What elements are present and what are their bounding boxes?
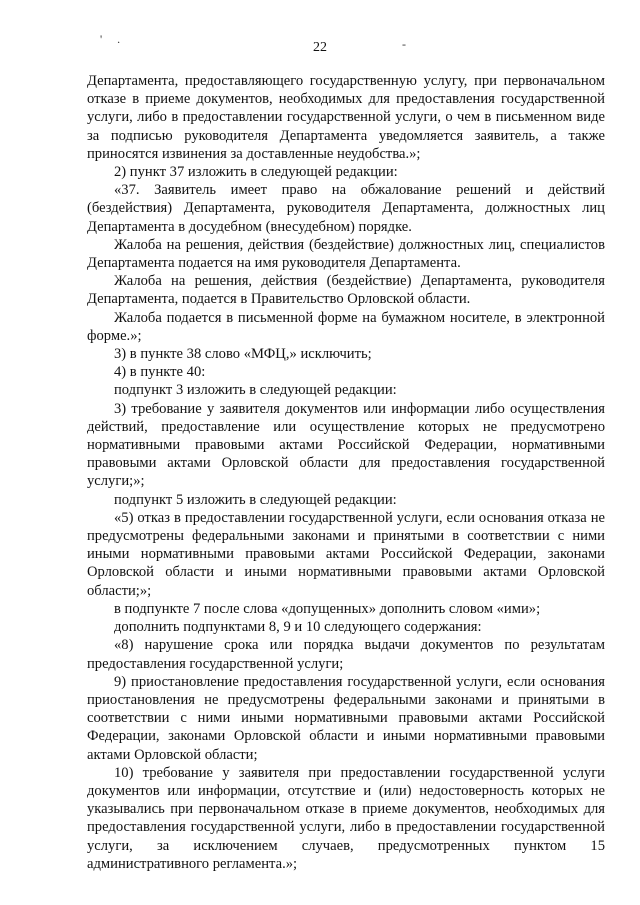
scan-marks: ' .	[100, 32, 127, 46]
paragraph-subitem-10: 10) требование у заявителя при предоставлении государственной услуги документов или информации, отсутствие и (или) недостоверность которых не указывались при первоначальном отказе в приеме документов, необходимых для предоставления государственной услуги, либо в предоставлении государственной услуги, за исключением случаев, предусмотренных пунктом 15 административного регламента.»;	[87, 764, 605, 872]
paragraph-subitem-9: 9) приостановление предоставления государственной услуги, если основания приостановления не предусмотрены федеральными законами и принятыми в соответствии с ними иными нормативными правовыми актами Российской Федерации, законами Орловской области и иными нормативными правовыми актами Орловской области;	[87, 673, 605, 763]
paragraph-subitem-5: «5) отказ в предоставлении государственной услуги, если основания отказа не предусмотрены федеральными законами и принятыми в соответствии с ними иными нормативными правовыми актами Российской Федерации, законами Орловской области и иными нормативными правовыми актами Орловской области;»;	[87, 509, 605, 599]
paragraph-subitem-8: «8) нарушение срока или порядка выдачи документов по результатам предоставления государственной услуги;	[87, 637, 605, 672]
paragraph-complaint-form: Жалоба подается в письменной форме на бумажном носителе, в электронной форме.»;	[87, 309, 605, 344]
paragraph-item-2: 2) пункт 37 изложить в следующей редакции:	[114, 164, 398, 181]
paragraph-complaint-department: Жалоба на решения, действия (бездействие) Департамента, руководителя Департамента, подается в Правительство Орловской области.	[87, 273, 605, 308]
scan-mark: -	[402, 37, 406, 51]
paragraph-subitem-5-intro: подпункт 5 изложить в следующей редакции:	[114, 491, 397, 508]
paragraph-complaint-officials: Жалоба на решения, действия (бездействие) должностных лиц, специалистов Департамента подается на имя руководителя Департамента.	[87, 236, 605, 272]
paragraph-subitem-3: 3) требование у заявителя документов или информации либо осуществления действий, предоставление или осуществление которых не предусмотрено нормативными правовыми актами Российской Федерации, нормативными правовыми актами Орловской области для предоставления государственной услуги;»;	[87, 400, 605, 490]
paragraph-continuation: Департамента, предоставляющего государственную услугу, при первоначальном отказе в приеме документов, необходимых для предоставления государственной услуги, либо в предоставлении государственной услуги, о чем в письменном виде за подписью руководителя Департамента уведомляется заявитель, а также приносятся извинения за доставленные неудобства.»;	[87, 73, 605, 162]
paragraph-add-subitems: дополнить подпунктами 8, 9 и 10 следующего содержания:	[114, 619, 482, 636]
paragraph-item-3: 3) в пункте 38 слово «МФЦ,» исключить;	[114, 346, 372, 363]
paragraph-subitem-7: в подпункте 7 после слова «допущенных» дополнить словом «ими»;	[114, 600, 541, 617]
document-body	[87, 72, 605, 873]
page-number: 22	[313, 40, 327, 55]
paragraph-subitem-3-intro: подпункт 3 изложить в следующей редакции:	[114, 382, 397, 399]
paragraph-item-4: 4) в пункте 40:	[114, 364, 206, 381]
paragraph-clause-37: «37. Заявитель имеет право на обжалование решений и действий (бездействия) Департамента, руководителя Департамента, должностных лиц Департамента в досудебном (внесудебном) порядке.	[87, 182, 605, 235]
